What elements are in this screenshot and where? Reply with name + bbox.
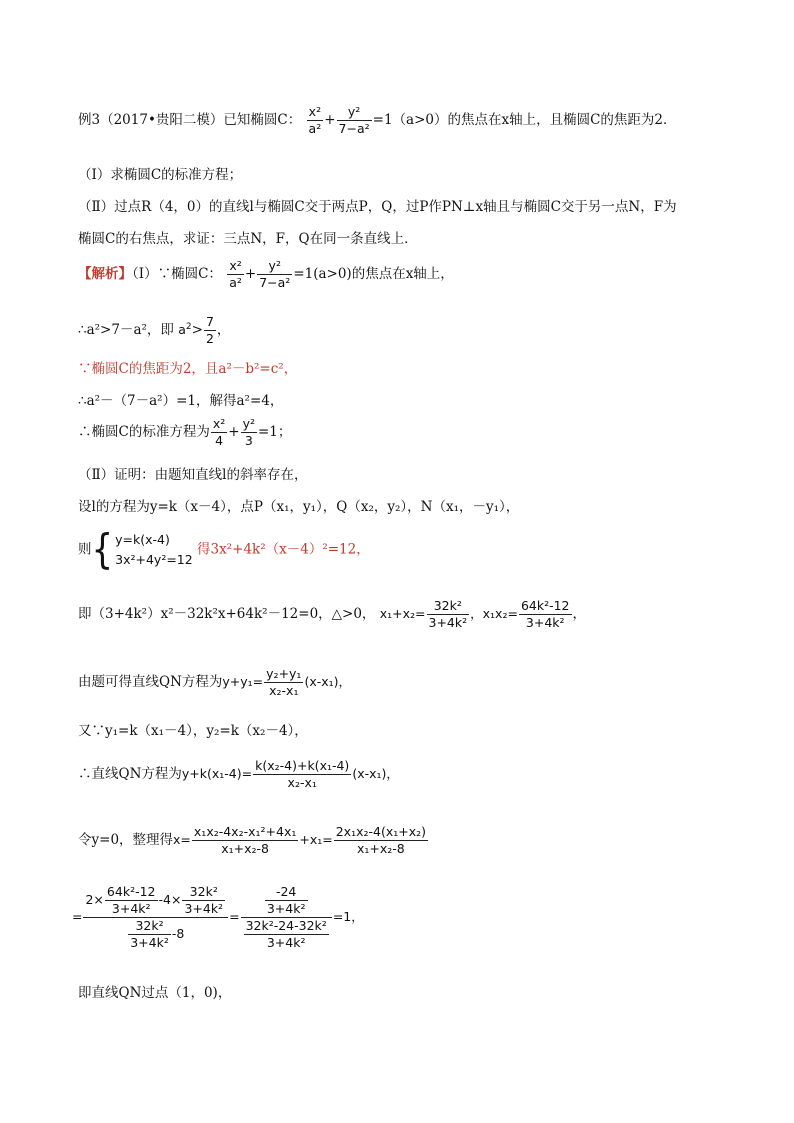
equation-system: y=k(x-4) 3x²+4y²=12 — [115, 532, 193, 567]
solution-line-8: 则{ y=k(x-4) 3x²+4y²=12 得3x²+4k²（x－4）²=12， — [78, 526, 370, 574]
fraction-x2-a2: $\frac{\text{x²}}{\text{a²}}$ — [308, 104, 322, 136]
fraction-product: $\frac{\text{64k²-12}}{\text{3+4k²}}$ — [520, 598, 570, 630]
intro-prefix: 例3（2017•贵阳二模）已知椭圆C： — [78, 112, 302, 128]
fraction-x2-a2-sol: $\frac{\text{x²}}{\text{a²}}$ — [229, 258, 242, 290]
solution-line-4: ∴a²－（7－a²）=1，解得a²=4， — [78, 393, 284, 409]
solution-line-9: 即（3+4k²）x²－32k²x+64k²－12=0，△>0， x₁+x₂= $\frac{\text{32k²}}{\text{3+4k²}}$ ，x₁x₂= $\frac{\text{64k²-12}}{\text{3+4k²}}$ ， — [78, 598, 587, 630]
problem-part2-line1: （Ⅱ）过点R（4，0）的直线l与椭圆C交于两点P，Q，过P作PN⊥x轴且与椭圆C交于另一点N，F为 — [78, 199, 677, 215]
fraction-x-intercept: $\frac{\text{x₁x₂-4x₂-x₁²+4x₁}}{\text{x₁+x₂-8}}$ — [193, 824, 297, 856]
fraction-slope: $\frac{\text{y₂+y₁}}{\text{x₂-x₁}}$ — [266, 666, 302, 698]
fraction-y2-3: $\frac{\text{y²}}{3}$ — [242, 416, 255, 448]
complex-fraction-right: $\frac{\frac{-24}{\text{3+4k²}}}{\frac{\text{32k²-24-32k²}}{\text{3+4k²}}}$ — [241, 884, 332, 951]
fraction-7-2: $\frac{7}{2}$ — [205, 314, 214, 346]
problem-part1: （Ⅰ）求椭圆C的标准方程； — [78, 167, 243, 183]
fraction-sum: $\frac{\text{32k²}}{\text{3+4k²}}$ — [428, 598, 468, 630]
solution-line-7: 设l的方程为y=k（x－4），点P（x₁，y₁），Q（x₂，y₂），N（x₁，－y₁）， — [78, 499, 520, 515]
solution-line-15: 即直线QN过点（1，0)， — [78, 985, 232, 1001]
solution-line-12: ∴直线QN方程为y+k(x₁-4)= $\frac{\text{k(x₂-4)+k(x₁-4)}}{\text{x₂-x₁}}$ (x-x₁)， — [78, 758, 399, 790]
solution-line-6: （Ⅱ）证明：由题知直线l的斜率存在， — [78, 467, 308, 483]
fraction-y2-7-a2: $\frac{\text{y²}}{\text{7−a²}}$ — [338, 104, 370, 136]
solution-line-1: 【解析】（Ⅰ）∵椭圆C： $\frac{\text{x²}}{\text{a²}}$ + $\frac{\text{y²}}{\text{7−a²}}$ =1(a>0)的焦点在x轴上， — [78, 258, 454, 290]
fraction-x2-4: $\frac{\text{x²}}{4}$ — [212, 416, 226, 448]
fraction-y2-7-a2-sol: $\frac{\text{y²}}{\text{7−a²}}$ — [259, 258, 291, 290]
solution-line-11: 又∵y₁=k（x₁－4），y₂=k（x₂－4）， — [78, 723, 308, 739]
solution-line-10: 由题可得直线QN方程为y+y₁= $\frac{\text{y₂+y₁}}{\text{x₂-x₁}}$ (x-x₁)， — [78, 666, 352, 698]
solution-tag: 【解析】 — [78, 266, 132, 282]
problem-part2-line2: 椭圆C的右焦点，求证：三点N，F，Q在同一条直线上． — [78, 231, 418, 247]
solution-line-14: = 2× $\frac{\text{64k²-12}}{\text{3+4k²}}$ -4× $\frac{\text{32k²}}{\text{3+4k²}}$ $\frac{\text{32k²}}{\text{3+4k²}}$ -8 = $\frac{\frac{-24}{\text{3+4k²}}}{\frac{\text{32k²-24-32k²}}{\text{3+4k²}}}$ =1， — [72, 884, 364, 950]
solution-line-2: ∴a²>7－a²，即 $a^2>$ $\frac{7}{2}$ ， — [78, 314, 231, 346]
solution-line-3: ∵椭圆C的焦距为2，且a²－b²=c²， — [78, 361, 298, 377]
solution-line-5: ∴椭圆C的标准方程为 $\frac{\text{x²}}{4}$ + $\frac{\text{y²}}{3}$ =1； — [78, 416, 292, 448]
intro-suffix: =1（a>0）的焦点在x轴上，且椭圆C的焦距为2． — [372, 112, 677, 128]
fraction-x-intercept-2: $\frac{\text{2x₁x₂-4(x₁+x₂)}}{\text{x₁+x₂-8}}$ — [335, 824, 427, 856]
fraction-qn-slope: $\frac{\text{k(x₂-4)+k(x₁-4)}}{\text{x₂-x₁}}$ — [255, 758, 350, 790]
complex-fraction-left: 2× $\frac{\text{64k²-12}}{\text{3+4k²}}$ -4× $\frac{\text{32k²}}{\text{3+4k²}}$ $\frac{\text{32k²}}{\text{3+4k²}}$ -8 — [83, 884, 228, 951]
solution-line-13: 令y=0，整理得x= $\frac{\text{x₁x₂-4x₂-x₁²+4x₁}}{\text{x₁+x₂-8}}$ +x₁= $\frac{\text{2x₁x₂-4(x₁+x₂)}}{\text{x₁+x₂-8}}$ — [78, 824, 427, 856]
problem-intro: 例3（2017•贵阳二模）已知椭圆C： $\frac{\text{x²}}{\text{a²}}$ + $\frac{\text{y²}}{\text{7−a²}}$ =1（a>0）的焦点在x轴上，且椭圆C的焦距为2． — [78, 104, 677, 136]
